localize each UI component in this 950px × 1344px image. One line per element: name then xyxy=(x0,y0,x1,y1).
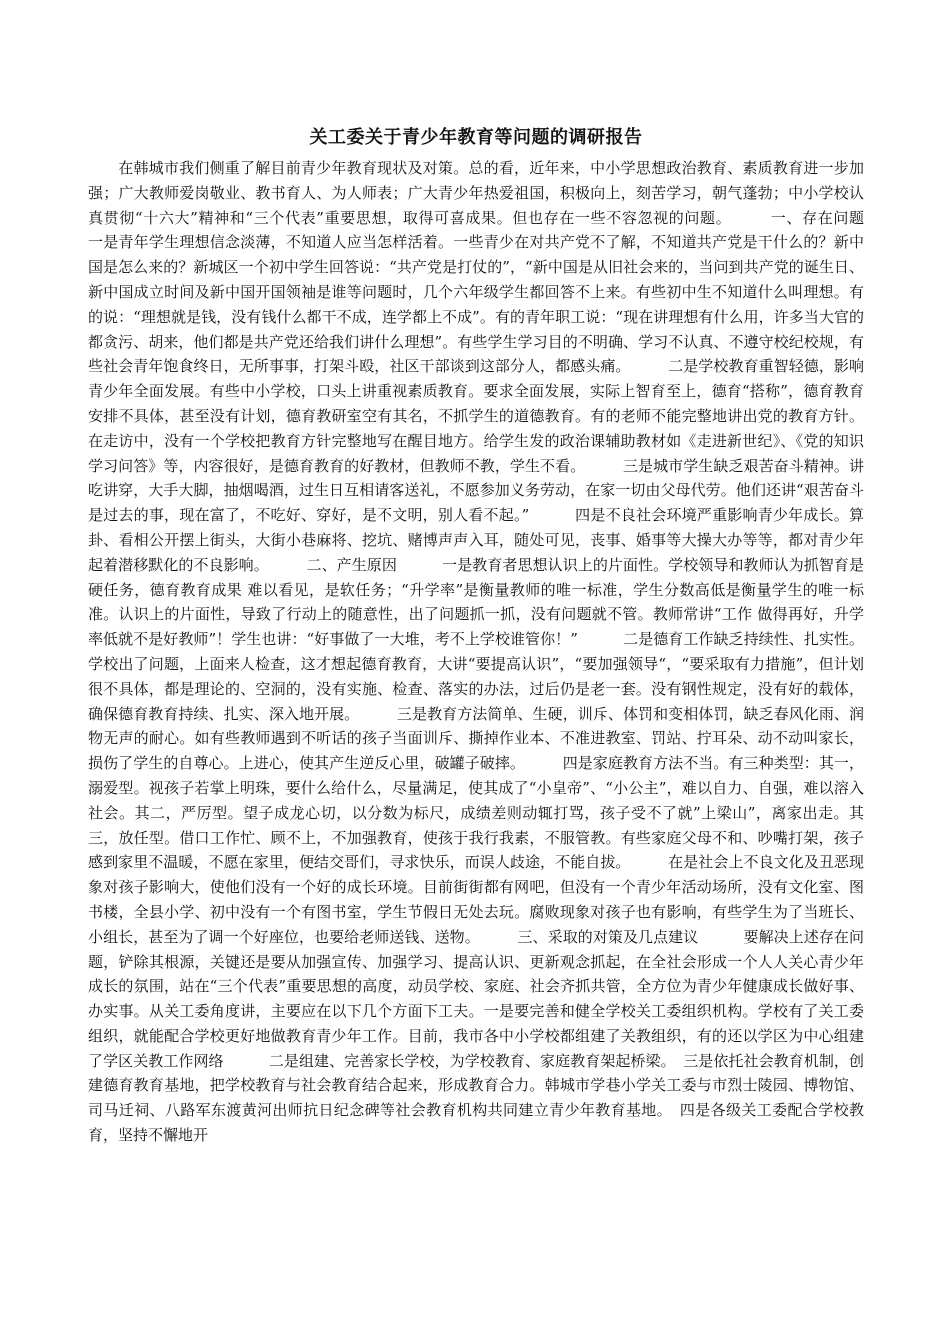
document-title: 关工委关于青少年教育等问题的调研报告 xyxy=(309,127,643,148)
document-page xyxy=(88,126,910,1148)
document-body xyxy=(88,156,910,1148)
document-body-text: 在韩城市我们侧重了解目前青少年教育现状及对策。总的看，近年来，中小学思想政治教育、素质教育进一步加强；广大教师爱岗敬业、教书育人、为人师表；广大青少年热爱祖国，积极向上，刻苦学习，朝气蓬勃；中小学校认真贯彻“十六大”精神和“三个代表”重要思想，取得可喜成果。但也存在一些不容忽视的问题。 一、存在问题 一是青年学生理想信念淡薄，不知道人应当怎样活着。一些青少在对共产党不了解，不知道共产党是干什么的？新中国是怎么来的？新城区一个初中学生回答说：“共产党是打仗的”，“新中国是从旧社会来的，当问到共产党的诞生日、新中国成立时间及新中国开国领袖是谁等问题时，几个六年级学生都回答不上来。有些初中生不知道什么叫理想。有的说：“理想就是钱，没有钱什么都干不成，连学都上不成”。有的青年职工说：“现在讲理想有什么用，许多当大官的都贪污、胡来，他们都是共产党还给我们讲什么理想”。有些学生学习目的不明确、学习不认真、不遵守校纪校规，有些社会青年饱食终日，无所事事，打架斗殴，社区干部谈到这部分人，都感头痛。 二是学校教育重智轻德，影响青少年全面发展。有些中小学校，口头上讲重视素质教育。要求全面发展，实际上智育至上，德育“搭称”，德育教育安排不具体，甚至没有计划，德育教研室空有其名，不抓学生的道德教育。有的老师不能完整地讲出党的教育方针。在走访中，没有一个学校把教育方针完整地写在醒目地方。给学生发的政治课辅助教材如《走进新世纪》、《党的知识学习问答》等，内容很好，是德育教育的好教材，但教师不教，学生不看。 三是城市学生缺乏艰苦奋斗精神。讲吃讲穿，大手大脚，抽烟喝酒，过生日互相请客送礼，不愿参加义务劳动，在家一切由父母代劳。他们还讲“艰苦奋斗是过去的事，现在富了，不吃好、穿好，是不文明，别人看不起。” 四是不良社会环境严重影响青少年成长。算卦、看相公开摆上街头，大街小巷麻将、挖坑、赌博声声入耳，随处可见，丧事、婚事等大操大办等等，都对青少年起着潜移默化的不良影响。 二、产生原因 一是教育者思想认识上的片面性。学校领导和教师认为抓智育是硬任务，德育教育成果 难以看见，是软任务；“升学率”是衡量教师的唯一标准，学生分数高低是衡量学生的唯一标准。认识上的片面性，导致了行动上的随意性，出了问题抓一抓，没有问题就不管。教师常讲“工作 做得再好，升学率低就不是好教师”！学生也讲：“好事做了一大堆，考不上学校谁管你！” 二是德育工作缺乏持续性、扎实性。学校出了问题，上面来人检查，这才想起德育教育，大讲“要提高认识”，“要加强领导“，“要采取有力措施”，但计划很不具体，都是理论的、空洞的，没有实施、检查、落实的办法，过后仍是老一套。没有钢性规定，没有好的载体，确保德育教育持续、扎实、深入地开展。 三是教育方法简单、生硬，训斥、体罚和变相体罚，缺乏春风化雨、润物无声的耐心。如有些教师遇到不听话的孩子当面训斥、撕掉作业本、不准进教室、罚站、拧耳朵、动不动叫家长，损伤了学生的自尊心。上进心，使其产生逆反心里，破罐子破摔。 四是家庭教育方法不当。有三种类型：其一，溺爱型。视孩子若掌上明珠，要什么给什么，尽量满足，使其成了“小皇帝”、“小公主”，难以自力、自强，难以溶入社会。其二，严厉型。望子成龙心切，以分数为标尺，成绩差则动辄打骂，孩子受不了就”上梁山”，离家出走。其三，放任型。借口工作忙、顾不上，不加强教育，使孩于我行我素，不服管教。有些家庭父母不和、吵嘴打架，孩子感到家里不温暖，不愿在家里，便结交哥们，寻求快乐，而误人歧途，不能自拔。 在是社会上不良文化及丑恶现象对孩子影响大，使他们没有一个好的成长环境。目前街街都有网吧，但没有一个青少年活动场所，没有文化室、图书楼，全县小学、初中没有一个有图书室，学生节假日无处去玩。腐败现象对孩子也有影响，有些学生为了当班长、小组长，甚至为了调一个好座位，也要给老师送钱、送物。 三、采取的对策及几点建议 要解决上述存在问题，铲除其根源，关键还是要从加强宣传、加强学习、提高认识、更新观念抓起，在全社会形成一个人人关心青少年成长的氛围，站在“三个代表”重要思想的高度，动员学校、家庭、社会齐抓共管，全方位为青少年健康成长做好事、办实事。从关工委角度讲，主要应在以下几个方面下工夫。一是要完善和健全学校关工委组织机构。学校有了关工委组织，就能配合学校更好地做教育青少年工作。目前，我市各中小学校都组建了关教组织，有的还以学区为中心组建了学区关教工作网络 二是组建、完善家长学校，为学校教育、家庭教育架起桥梁。 三是依托社会教育机制，创建德育教育基地，把学校教育与社会教育结合起来，形成教育合力。韩城市学巷小学关工委与市烈士陵园、博物馆、司马迁祠、八路军东渡黄河出师抗日纪念碑等社会教育机构共同建立青少年教育基地。 四是各级关工委配合学校教育，坚持不懈地开 xyxy=(88,159,910,1145)
